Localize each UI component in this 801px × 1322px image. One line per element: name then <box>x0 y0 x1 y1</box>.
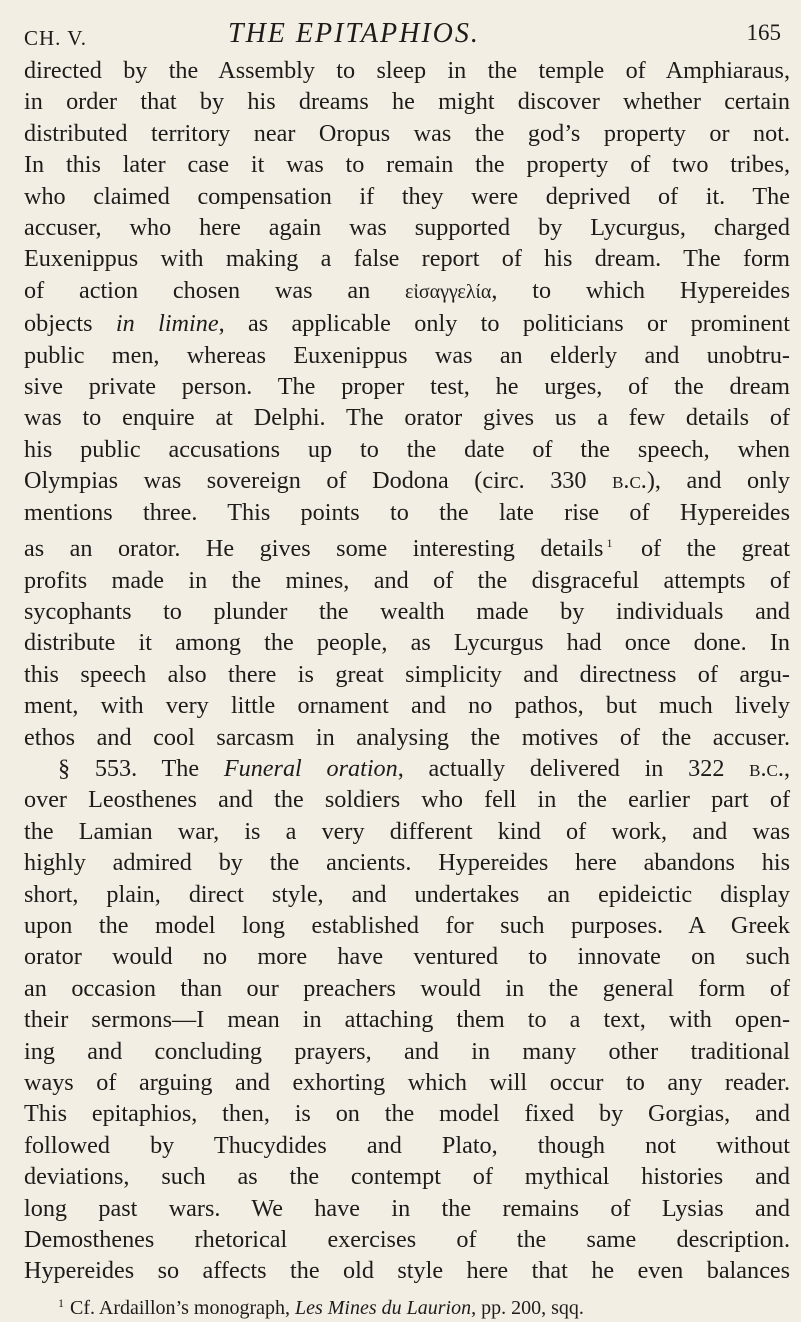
text-line: the Lamian war, is a very different kind of work, and was <box>24 817 790 845</box>
text-line: distributed territory near Oropus was the god’s property or not. <box>24 119 790 147</box>
text-line: accuser, who here again was supported by Lycurgus, charged <box>24 214 790 242</box>
text-line: mentions three. This points to the late rise of Hypereides <box>24 498 790 526</box>
text-run: § 553. The <box>58 754 224 782</box>
text-line: distribute it among the people, as Lycurgus had once done. In <box>24 629 790 657</box>
text-line: sycophants to plunder the wealth made by individuals and <box>24 597 790 625</box>
greek-word: εἰσαγγελία <box>405 280 492 303</box>
text-line: Demosthenes rhetorical exercises of the same description. <box>24 1226 790 1254</box>
text-run: , actually delivered in 322 <box>397 754 750 782</box>
footnote-text: , pp. 200, sqq. <box>471 1296 584 1319</box>
text-line: followed by Thucydides and Plato, though not without <box>24 1131 790 1159</box>
text-line: over Leosthenes and the soldiers who fell in the earlier part of <box>24 786 790 814</box>
body-text <box>24 55 790 1322</box>
text-run: of action chosen was an <box>24 276 406 304</box>
text-run: , as applicable only to politicians or prominent <box>218 310 790 338</box>
text-line: ways of arguing and exhorting which will occur to any reader. <box>24 1069 790 1096</box>
text-line: his public accusations up to the date of the speech, when <box>24 435 790 463</box>
text-run: objects <box>24 310 116 338</box>
text-line: This epitaphios, then, is on the model fixed by Gorgias, and <box>24 1100 790 1128</box>
text-line <box>24 275 790 308</box>
text-run: as an orator. He gives some interesting details <box>24 535 604 563</box>
running-title: THE EPITAPHIOS. <box>228 18 480 49</box>
page-number: 165 <box>746 20 781 45</box>
era-abbrev: b.c. <box>612 467 647 495</box>
text-line: long past wars. We have in the remains of Lysias and <box>24 1194 790 1222</box>
running-header <box>0 14 801 54</box>
italic-phrase: in limine <box>115 310 219 338</box>
text-line: directed by the Assembly to sleep in the temple of Amphiaraus, <box>24 57 790 84</box>
text-line: Euxenippus with making a false report of his dream. The form <box>24 245 790 273</box>
text-line: profits made in the mines, and of the disgraceful attempts of <box>24 566 790 594</box>
text-line: in order that by his dreams he might discover whether certain <box>24 88 790 116</box>
footnote-title: Les Mines du Laurion <box>294 1296 472 1319</box>
text-line: ing and concluding prayers, and in many other traditional <box>24 1037 790 1065</box>
text-line: this speech also there is great simplicity and directness of argu- <box>24 660 790 688</box>
text-line: orator would no more have ventured to innovate on such <box>24 943 790 971</box>
text-line: sive private person. The proper test, he urges, of the dream <box>24 373 790 401</box>
text-line: an occasion than our preachers would in the general form of <box>24 974 790 1002</box>
text-line: their sermons—I mean in attaching them to a text, with open- <box>24 1006 790 1034</box>
text-run: , <box>783 754 790 782</box>
footnote-mark: 1 <box>58 1295 64 1310</box>
text-line <box>24 465 790 496</box>
era-abbrev: b.c. <box>749 754 784 782</box>
text-line: deviations, such as the contempt of mythical histories and <box>24 1163 790 1191</box>
text-line: ethos and cool sarcasm in analysing the motives of the accuser. <box>24 723 790 751</box>
text-line <box>24 753 790 784</box>
footnote <box>24 1289 790 1322</box>
text-line: who claimed compensation if they were deprived of it. The <box>24 182 790 210</box>
footnote-text: Cf. Ardaillon’s monograph, <box>70 1296 295 1319</box>
footnote-reference: 1 <box>606 536 613 551</box>
text-line: ment, with very little ornament and no pathos, but much lively <box>24 692 790 720</box>
text-line: highly admired by the ancients. Hypereides here abandons his <box>24 849 790 877</box>
italic-phrase: Funeral oration <box>223 754 398 782</box>
text-run: of the great <box>615 535 790 563</box>
text-line: public men, whereas Euxenippus was an elderly and unobtru- <box>24 341 790 369</box>
chapter-label: CH. V. <box>24 26 88 50</box>
text-run: Olympias was sovereign of Dodona (circ. 330 <box>24 467 613 495</box>
text-line <box>24 528 790 564</box>
text-line: Hypereides so affects the old style here that he even balances <box>24 1257 790 1285</box>
text-run: , to which Hypereides <box>491 276 790 304</box>
text-run: ), and only <box>646 467 791 495</box>
text-line: upon the model long established for such purposes. A Greek <box>24 911 790 939</box>
text-line: In this later case it was to remain the property of two tribes, <box>24 151 790 179</box>
text-line: short, plain, direct style, and undertakes an epideictic display <box>24 880 790 908</box>
text-line <box>24 308 790 339</box>
text-line: was to enquire at Delphi. The orator gives us a few details of <box>24 404 790 432</box>
